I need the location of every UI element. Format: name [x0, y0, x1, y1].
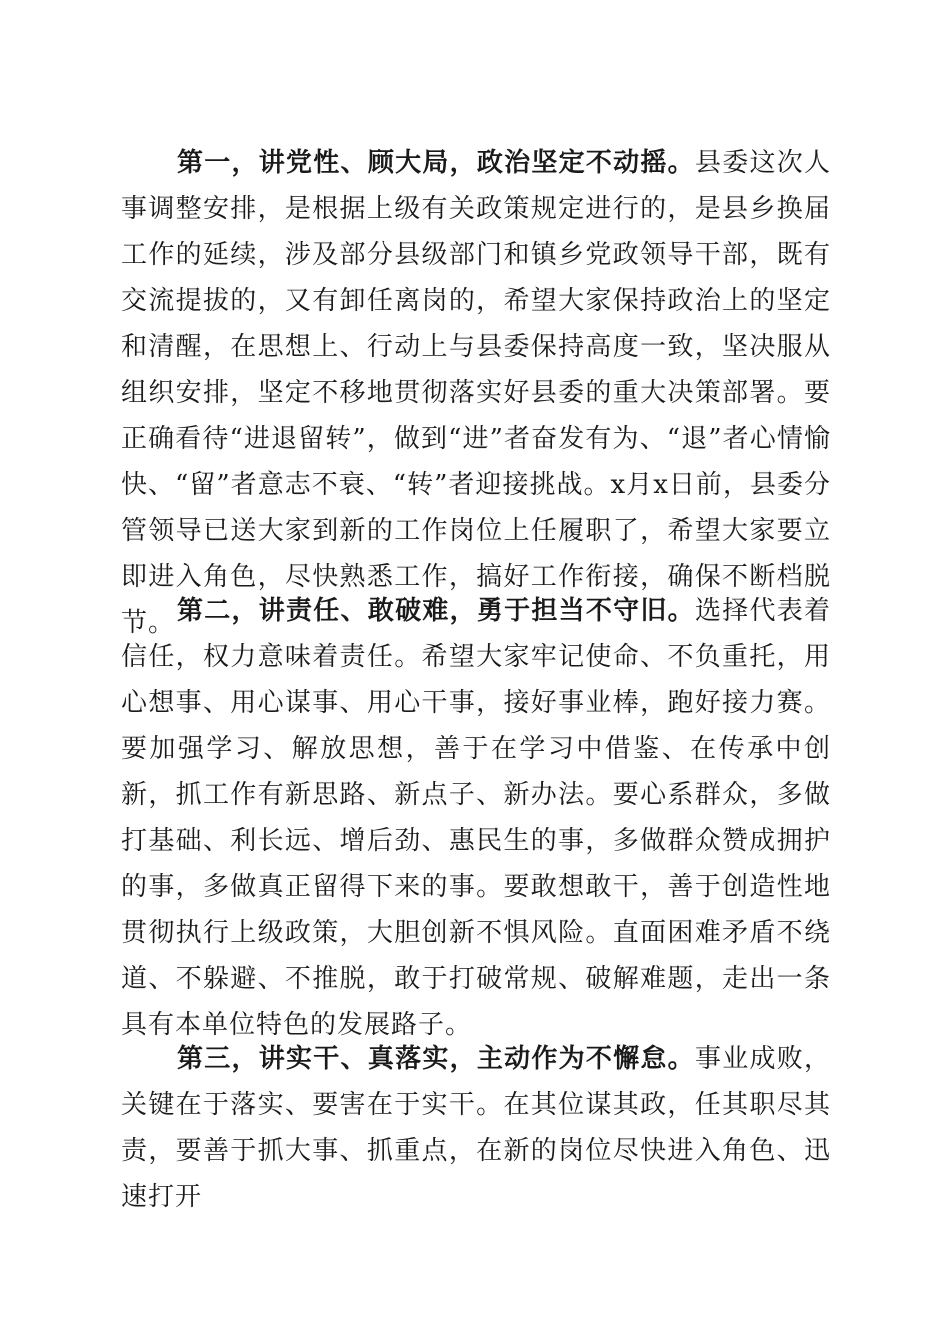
paragraph-1	[121, 140, 831, 646]
paragraph-2-lead: 第二，讲责任、敢破难，勇于担当不守旧。	[177, 596, 695, 626]
paragraph-1-lead: 第一，讲党性、顾大局，政治坚定不动摇。	[177, 148, 695, 178]
paragraph-2	[121, 588, 831, 1048]
paragraph-3	[121, 1036, 831, 1220]
paragraph-3-lead: 第三，讲实干、真落实，主动作为不懈怠。	[177, 1044, 695, 1074]
paragraph-2-body: 选择代表着信任，权力意味着责任。希望大家牢记使命、不负重托，用心想事、用心谋事、用心干事，接好事业棒，跑好接力赛。要加强学习、解放思想，善于在学习中借鉴、在传承中创新，抓工作有新思路、新点子、新办法。要心系群众，多做打基础、利长远、增后劲、惠民生的事，多做群众赞成拥护的事，多做真正留得下来的事。要敢想敢干，善于创造性地贯彻执行上级政策，大胆创新不惧风险。直面困难矛盾不绕道、不躲避、不推脱，敢于打破常规、破解难题，走出一条具有本单位特色的发展路子。	[121, 596, 831, 1040]
paragraph-1-body: 县委这次人事调整安排，是根据上级有关政策规定进行的，是县乡换届工作的延续，涉及部分县级部门和镇乡党政领导干部，既有交流提拔的，又有卸任离岗的，希望大家保持政治上的坚定和清醒，在思想上、行动上与县委保持高度一致，坚决服从组织安排，坚定不移地贯彻落实好县委的重大决策部署。要正确看待“进退留转”，做到“进”者奋发有为、“退”者心情愉快、“留”者意志不衰、“转”者迎接挑战。x月x日前，县委分管领导已送大家到新的工作岗位上任履职了，希望大家要立即进入角色，尽快熟悉工作，搞好工作衔接，确保不断档脱节。	[121, 148, 831, 638]
paragraph-3-body: 事业成败，关键在于落实、要害在于实干。在其位谋其政，任其职尽其责，要善于抓大事、抓重点，在新的岗位尽快进入角色、迅速打开	[121, 1044, 831, 1212]
